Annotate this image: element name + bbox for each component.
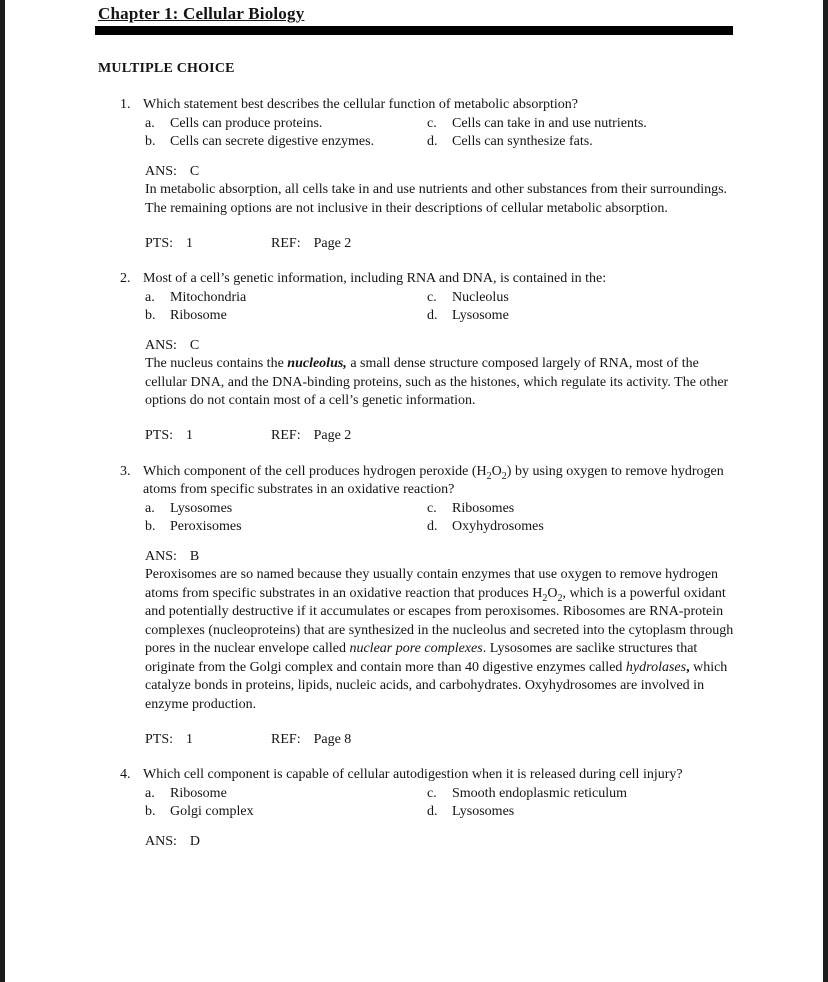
question-block-1 xyxy=(120,96,735,253)
option-letter: b. xyxy=(145,308,156,323)
question-text: Most of a cell’s genetic information, including RNA and DNA, is contained in the: xyxy=(143,271,607,286)
option-letter: b. xyxy=(145,134,156,149)
pts-value: 1 xyxy=(186,731,194,747)
option-a xyxy=(145,500,427,519)
question-body xyxy=(145,785,735,852)
question-block-2 xyxy=(120,270,735,446)
rationale-text: The nucleus contains the nucleolus, a small dense structure composed largely of RNA, most of the cellular DNA, and the DNA-binding proteins, such as the histones, which regulate its activity. The other options do not contain most of a cell’s genetic information. xyxy=(145,356,729,408)
section-heading: MULTIPLE CHOICE xyxy=(98,61,235,76)
option-letter: c. xyxy=(427,115,437,131)
question-head xyxy=(120,766,735,785)
page-left-edge xyxy=(0,0,5,982)
option-letter: c. xyxy=(427,500,437,516)
option-letter: d. xyxy=(427,519,438,534)
option-text: Mitochondria xyxy=(170,289,247,305)
option-letter: c. xyxy=(427,785,437,801)
option-text: Cells can produce proteins. xyxy=(170,115,323,131)
option-text: Lysosomes xyxy=(170,500,233,516)
option-letter: a. xyxy=(145,500,155,516)
answer-row xyxy=(145,548,735,567)
question-number: 4. xyxy=(120,767,131,782)
option-text: Peroxisomes xyxy=(170,519,242,534)
answer-value: B xyxy=(189,548,200,564)
answer-row xyxy=(145,163,735,182)
option-text: Smooth endoplasmic reticulum xyxy=(452,785,627,801)
rationale-text: In metabolic absorption, all cells take in and use nutrients and other substances from their surroundings. The remaining options are not inclusive in their descriptions of cellular metabolic absorption. xyxy=(145,182,728,216)
page-title: Chapter 1: Cellular Biology xyxy=(98,4,305,23)
pts-value: 1 xyxy=(186,235,194,251)
option-letter: a. xyxy=(145,785,155,801)
option-text: Cells can take in and use nutrients. xyxy=(452,115,647,131)
title-rule xyxy=(95,26,733,35)
option-text: Ribosome xyxy=(170,785,227,801)
pts-value: 1 xyxy=(186,428,194,443)
question-head xyxy=(120,270,735,289)
option-text: Ribosomes xyxy=(452,500,515,516)
answer-label: ANS: xyxy=(145,548,177,564)
question-body xyxy=(145,115,735,254)
ref-value: Page 2 xyxy=(313,428,352,443)
option-b xyxy=(145,307,427,326)
pts-label: PTS: xyxy=(145,731,174,747)
pts-label: PTS: xyxy=(145,235,174,251)
ref-value: Page 2 xyxy=(313,235,352,251)
option-d xyxy=(427,803,735,822)
option-letter: b. xyxy=(145,804,156,819)
option-text: Oxyhydrosomes xyxy=(452,519,544,534)
answer-value: D xyxy=(189,833,201,849)
question-text: Which cell component is capable of cellular autodigestion when it is released during cell injury? xyxy=(143,767,683,782)
option-letter: d. xyxy=(427,308,438,323)
option-a xyxy=(145,785,427,804)
pts-ref-row xyxy=(145,427,735,446)
question-number: 2. xyxy=(120,271,131,286)
option-letter: d. xyxy=(427,134,438,149)
option-text: Cells can secrete digestive enzymes. xyxy=(170,134,375,149)
option-letter: c. xyxy=(427,289,437,305)
option-c xyxy=(427,500,735,519)
question-number: 1. xyxy=(120,97,131,112)
option-b xyxy=(145,518,427,537)
options-list xyxy=(145,500,735,537)
option-b xyxy=(145,133,427,152)
answer-value: C xyxy=(189,163,200,179)
option-d xyxy=(427,307,735,326)
pts-ref-row xyxy=(145,731,735,750)
question-body xyxy=(145,500,735,750)
question-head xyxy=(120,96,735,115)
option-text: Golgi complex xyxy=(170,804,254,819)
page-right-edge xyxy=(823,0,828,982)
option-text: Ribosome xyxy=(170,308,227,323)
option-letter: a. xyxy=(145,115,155,131)
question-body xyxy=(145,289,735,446)
question-number: 3. xyxy=(120,463,131,479)
ref-label: REF: xyxy=(271,235,301,251)
option-text: Lysosome xyxy=(452,308,509,323)
option-letter: b. xyxy=(145,519,156,534)
question-block-3 xyxy=(120,463,735,750)
ref-label: REF: xyxy=(271,731,301,747)
rationale-text: Peroxisomes are so named because they usually contain enzymes that use oxygen to remove hydrogen atoms from specific substrates in an oxidative reaction that produces $H_2O_2$, which is a powerful oxidant and potentially destructive if it accumulates or escapes from peroxisomes. Ribosomes are RNA-protein complexes (nucleoproteins) that are synthesized in the nucleolus and secreted into the cytoplasm through pores in the nuclear envelope called nuclear pore complexes. Lysosomes are saclike structures that originate from the Golgi complex and contain more than 40 digestive enzymes called hydrolases, which catalyze bonds in proteins, lipids, nucleic acids, and carbohydrates. Oxyhydrosomes are involved in enzyme production. xyxy=(145,567,734,712)
option-d xyxy=(427,518,735,537)
option-c xyxy=(427,289,735,308)
answer-row xyxy=(145,337,735,356)
question-head xyxy=(120,463,735,500)
ref-label: REF: xyxy=(271,428,301,443)
option-text: Lysosomes xyxy=(452,804,515,819)
option-letter: a. xyxy=(145,289,155,305)
option-a xyxy=(145,289,427,308)
option-text: Cells can synthesize fats. xyxy=(452,134,593,149)
answer-label: ANS: xyxy=(145,833,177,849)
option-c xyxy=(427,115,735,134)
options-list xyxy=(145,785,735,822)
option-a xyxy=(145,115,427,134)
options-list xyxy=(145,289,735,326)
answer-label: ANS: xyxy=(145,337,177,353)
pts-label: PTS: xyxy=(145,428,174,443)
option-d xyxy=(427,133,735,152)
option-text: Nucleolus xyxy=(452,289,509,305)
answer-row xyxy=(145,833,735,852)
options-list xyxy=(145,115,735,152)
ref-value: Page 8 xyxy=(313,731,352,747)
question-text: Which statement best describes the cellular function of metabolic absorption? xyxy=(143,97,579,112)
answer-label: ANS: xyxy=(145,163,177,179)
option-b xyxy=(145,803,427,822)
answer-value: C xyxy=(189,337,200,353)
question-block-4 xyxy=(120,766,735,851)
option-c xyxy=(427,785,735,804)
pts-ref-row xyxy=(145,235,735,254)
option-letter: d. xyxy=(427,804,438,819)
question-text: Which component of the cell produces hydrogen peroxide $(H_2O_2)$ by using oxygen to remove hydrogen atoms from specific substrates in an oxidative reaction? xyxy=(143,463,724,497)
